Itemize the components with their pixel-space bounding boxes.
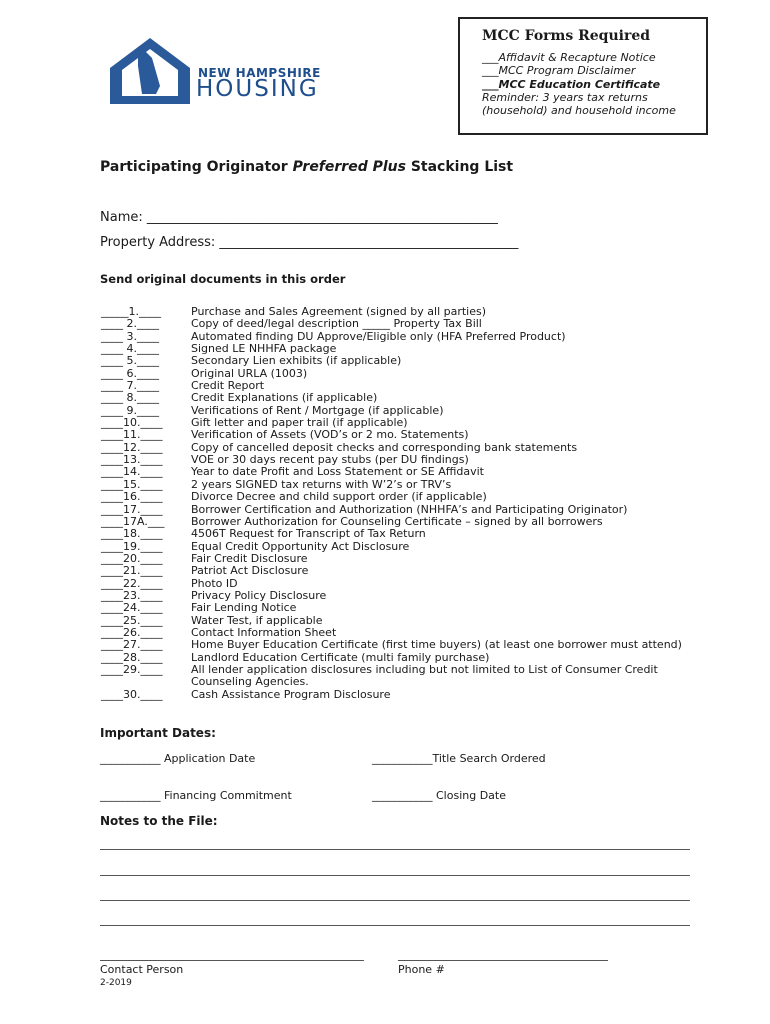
item-text: Landlord Education Certificate (multi family purchase) [191,650,490,664]
item-text: 2 years SIGNED tax returns with W’2’s or TRV’s [191,477,452,491]
item-checkline[interactable]: ____12.____ [101,440,163,454]
list-item [101,689,701,701]
item-text: Original URLA (1003) [191,366,308,380]
financing-commitment-field[interactable]: ___________ Financing Commitment [100,789,292,802]
note-line[interactable] [100,849,690,850]
item-text: Credit Report [191,379,265,393]
item-checkline[interactable]: ____24.____ [101,601,163,615]
logo-line2: HOUSING [196,76,319,102]
item-text: Cash Assistance Program Disclosure [191,687,391,701]
list-item [101,664,701,689]
item-text: Water Test, if applicable [191,613,323,627]
mcc-item: ___MCC Education Certificate [482,77,661,91]
mcc-reminder: Reminder: 3 years tax returns [482,90,648,104]
item-text: 4506T Request for Transcript of Tax Return [191,527,426,541]
item-checkline[interactable]: ____11.____ [101,428,163,442]
item-text: Privacy Policy Disclosure [191,588,327,602]
item-checkline[interactable]: ____28.____ [101,650,163,664]
item-checkline[interactable]: ____ 6.____ [101,366,159,380]
property-address-field[interactable]: Property Address: ______________________________________________ [100,235,519,250]
item-checkline[interactable]: ____27.____ [101,638,163,652]
item-checkline[interactable]: ____17A.___ [101,514,165,528]
item-text: Gift letter and paper trail (if applicable) [191,416,408,430]
send-order-heading: Send original documents in this order [100,272,346,286]
contact-person-label: Contact Person [100,963,184,976]
item-text: VOE or 30 days recent pay stubs (per DU findings) [191,453,469,467]
list-item [101,565,701,577]
item-text: Photo ID [191,576,238,590]
item-text: Automated finding DU Approve/Eligible only (HFA Preferred Product) [191,329,566,343]
page-title [100,159,513,175]
item-checkline[interactable]: ____25.____ [101,613,163,627]
item-text: Copy of cancelled deposit checks and corresponding bank statements [191,440,578,454]
item-checkline[interactable]: ____ 9.____ [101,403,159,417]
item-checkline[interactable]: ____23.____ [101,588,163,602]
phone-label: Phone # [398,963,445,976]
item-checkline[interactable]: ____18.____ [101,527,163,541]
item-text: Borrower Certification and Authorization (NHHFA’s and Participating Originator) [191,502,628,516]
item-text: Verifications of Rent / Mortgage (if applicable) [191,403,444,417]
item-text: Home Buyer Education Certificate (first time buyers) (at least one borrower must attend) [191,638,682,652]
item-text: Fair Credit Disclosure [191,551,308,565]
name-field[interactable]: Name: ______________________________________________________ [100,210,498,225]
mcc-title: MCC Forms Required [482,28,651,44]
item-checkline[interactable]: ____14.____ [101,465,163,479]
mcc-item: ___Affidavit & Recapture Notice [482,51,656,64]
application-date-field[interactable]: ___________ Application Date [100,752,256,765]
item-checkline[interactable]: ____21.____ [101,564,163,578]
item-text: Fair Lending Notice [191,601,297,615]
list-item [101,528,701,540]
item-text: All lender application disclosures including but not limited to List of Consumer Credit Counseling Agencies. [191,662,658,689]
item-checkline[interactable]: ____20.____ [101,551,163,565]
item-checkline[interactable]: ____ 7.____ [101,379,159,393]
item-text: Verification of Assets (VOD’s or 2 mo. Statements) [191,428,469,442]
title-post: Stacking List [405,159,514,175]
item-checkline[interactable]: ____29.____ [101,662,163,676]
item-checkline[interactable]: ____ 8.____ [101,391,159,405]
item-checkline[interactable]: _____1.____ [101,305,161,318]
contact-person-line[interactable] [100,960,364,961]
list-item [101,602,701,614]
list-item [101,355,701,367]
item-checkline[interactable]: ____ 4.____ [101,342,159,356]
document-list [101,306,701,701]
item-text: Divorce Decree and child support order (if applicable) [191,490,487,504]
note-line[interactable] [100,900,690,901]
phone-line[interactable] [398,960,608,961]
item-checkline[interactable]: ____ 5.____ [101,354,159,368]
list-item [101,504,701,516]
item-checkline[interactable]: ____13.____ [101,453,163,467]
title-search-field[interactable]: ___________Title Search Ordered [372,752,546,765]
item-checkline[interactable]: ____16.____ [101,490,163,504]
notes-title: Notes to the File: [100,814,218,828]
note-line[interactable] [100,925,690,926]
item-checkline[interactable]: ____ 2.____ [101,317,159,331]
item-text: Contact Information Sheet [191,625,337,639]
item-text: Signed LE NHHFA package [191,342,337,356]
item-text: Borrower Authorization for Counseling Certificate – signed by all borrowers [191,514,603,528]
item-checkline[interactable]: ____30.____ [101,687,163,701]
item-text: Equal Credit Opportunity Act Disclosure [191,539,410,553]
closing-date-field[interactable]: ___________ Closing Date [372,789,506,802]
item-text: Credit Explanations (if applicable) [191,391,378,405]
item-text: Copy of deed/legal description _____ Property Tax Bill [191,317,482,331]
logo-line1: NEW HAMPSHIRE [198,66,321,80]
item-text: Secondary Lien exhibits (if applicable) [191,354,402,368]
item-checkline[interactable]: ____17.____ [101,502,163,516]
item-text: Purchase and Sales Agreement (signed by all parties) [191,305,487,318]
title-em: Preferred Plus [292,159,406,175]
nh-housing-logo [108,36,338,106]
list-item [101,429,701,441]
item-checkline[interactable]: ____19.____ [101,539,163,553]
item-checkline[interactable]: ____ 3.____ [101,329,159,343]
title-pre: Participating Originator [100,159,293,175]
item-checkline[interactable]: ____22.____ [101,576,163,590]
item-text: Patriot Act Disclosure [191,564,309,578]
item-checkline[interactable]: ____26.____ [101,625,163,639]
item-text: Year to date Profit and Loss Statement or SE Affidavit [191,465,484,479]
list-item [101,392,701,404]
mcc-reminder: (household) and household income [482,104,676,118]
note-line[interactable] [100,875,690,876]
item-checkline[interactable]: ____10.____ [101,416,163,430]
mcc-forms-box [458,17,708,135]
item-checkline[interactable]: ____15.____ [101,477,163,491]
house-logo-icon [108,36,192,106]
list-item [101,639,701,651]
list-item [101,491,701,503]
list-item [101,466,701,478]
important-dates-title: Important Dates: [100,726,216,740]
list-item [101,318,701,330]
mcc-item: ___MCC Program Disclaimer [482,64,636,78]
footer-date: 2-2019 [100,978,132,988]
